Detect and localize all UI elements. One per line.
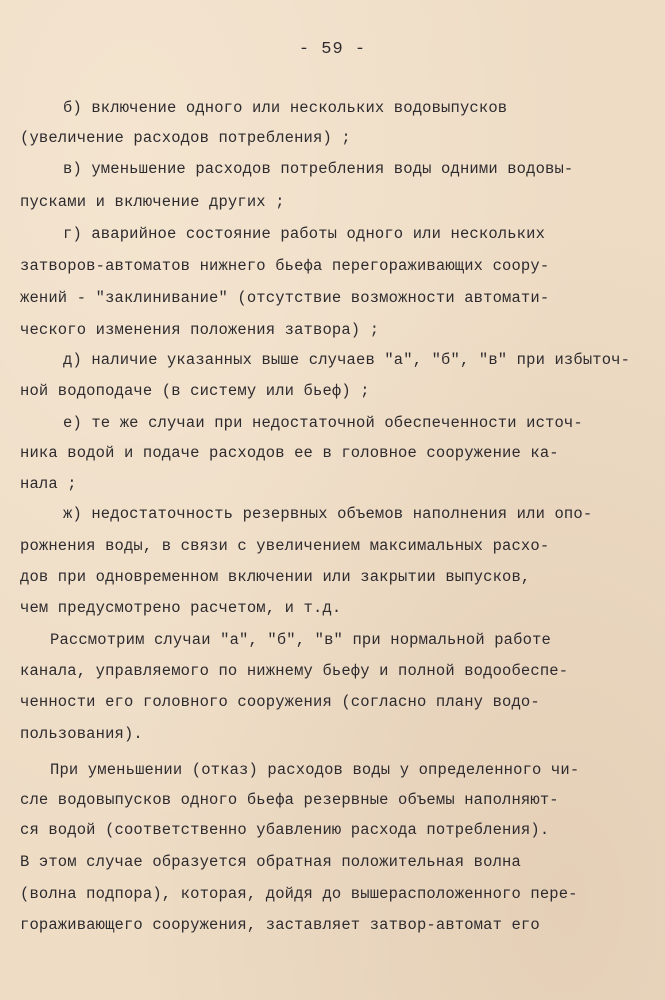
text-line: ческого изменения положения затвора) ; — [20, 321, 380, 339]
text-line: нала ; — [20, 475, 77, 493]
text-line: гораживающего сооружения, заставляет затвор-автомат его — [20, 916, 540, 934]
text-line: (увеличение расходов потребления) ; — [20, 129, 351, 147]
text-line: ченности его головного сооружения (согласно плану водо- — [20, 693, 540, 711]
text-line: рожнения воды, в связи с увеличением максимальных расхо- — [20, 537, 550, 555]
text-line: жений - "заклинивание" (отсутствие возможности автомати- — [20, 289, 550, 307]
text-line: д) наличие указанных выше случаев "а", "б", "в" при избыточ- — [63, 351, 631, 369]
text-line: чем предусмотрено расчетом, и т.д. — [20, 599, 342, 617]
text-line: При уменьшении (отказ) расходов воды у определенного чи- — [50, 761, 580, 779]
text-line: е) те же случаи при недостаточной обеспеченности источ- — [63, 414, 583, 432]
text-line: сле водовыпусков одного бьефа резервные объемы наполняют- — [20, 791, 559, 809]
text-line: ной водоподаче (в систему или бьеф) ; — [20, 382, 370, 400]
text-line: г) аварийное состояние работы одного или нескольких — [63, 225, 546, 243]
text-line: (волна подпора), которая, дойдя до вышерасположенного пере- — [20, 885, 578, 903]
text-line: пользования). — [20, 725, 143, 743]
text-line: ника водой и подаче расходов ее в головное сооружение ка- — [20, 444, 559, 462]
text-line: пусками и включение других ; — [20, 193, 285, 211]
page-number: - 59 - — [298, 40, 367, 59]
text-line: ж) недостаточность резервных объемов наполнения или опо- — [63, 505, 593, 523]
text-line: затворов-автоматов нижнего бьефа перегораживающих соору- — [20, 257, 550, 275]
text-line: в) уменьшение расходов потребления воды одними водовы- — [63, 160, 574, 178]
text-line: б) включение одного или нескольких водовыпусков — [63, 99, 508, 117]
text-line: ся водой (соответственно убавлению расхода потребления). — [20, 821, 550, 839]
text-line: дов при одновременном включении или закрытии выпусков, — [20, 568, 531, 586]
text-line: В этом случае образуется обратная положительная волна — [20, 853, 521, 871]
text-line: канала, управляемого по нижнему бьефу и полной водообеспе- — [20, 662, 569, 680]
text-line: Рассмотрим случаи "а", "б", "в" при нормальной работе — [50, 631, 551, 649]
